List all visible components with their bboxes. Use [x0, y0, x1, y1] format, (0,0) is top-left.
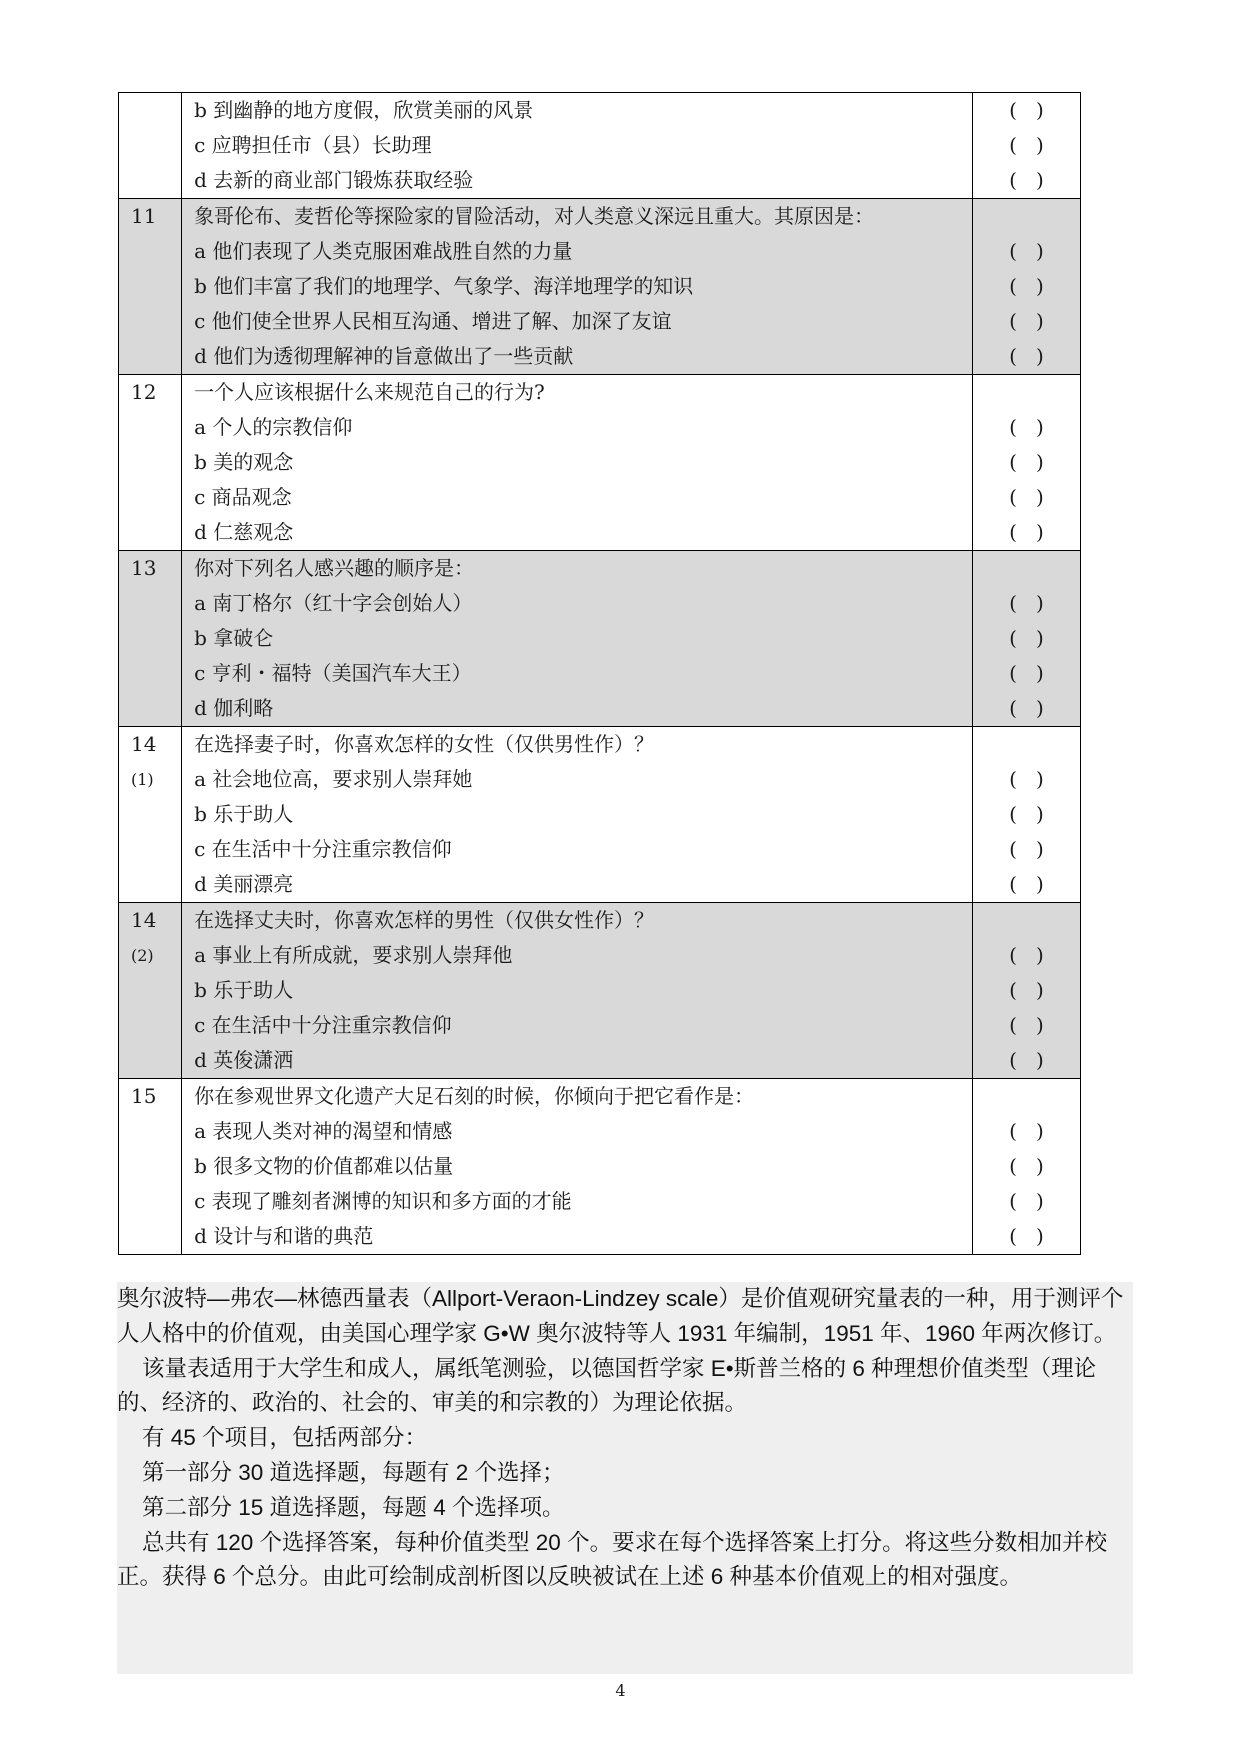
question-number-cell: [119, 375, 182, 551]
answer-blank[interactable]: ( ): [1009, 1224, 1044, 1248]
option-text: a 社会地位高，要求别人崇拜她: [194, 767, 473, 791]
question-sub-number: (1): [131, 770, 154, 789]
option-text: b 美的观念: [194, 450, 294, 474]
question-prompt: 你对下列名人感兴趣的顺序是：: [194, 556, 475, 580]
answer-blank[interactable]: ( ): [1009, 239, 1044, 263]
answer-blank[interactable]: ( ): [1009, 1119, 1044, 1143]
answer-blank[interactable]: ( ): [1009, 626, 1044, 650]
scope-paragraph: 该量表适用于大学生和成人，属纸笔测验，以德国哲学家 E•斯普兰格的 6 种理想价值类型（理论的、经济的、政治的、社会的、审美的和宗教的）为理论依据。: [117, 1355, 1097, 1416]
option-text: b 乐于助人: [194, 978, 294, 1002]
question-sub-number: [119, 128, 181, 163]
questionnaire-body: [119, 93, 1081, 1255]
question-sub-number: (2): [131, 946, 154, 965]
question-prompt: 在选择丈夫时，你喜欢怎样的男性（仅供女性作）？: [194, 908, 655, 932]
page-number: 4: [615, 1681, 626, 1700]
answer-blank[interactable]: ( ): [1009, 485, 1044, 509]
scale-description: [117, 1282, 1133, 1674]
answer-cell: [972, 375, 1080, 551]
option-text: d 仁慈观念: [194, 520, 294, 544]
answer-blank[interactable]: ( ): [1009, 1013, 1044, 1037]
answer-spacer: [973, 551, 1080, 586]
answer-cell: [972, 199, 1080, 375]
option-text: a 事业上有所成就，要求别人崇拜他: [194, 943, 513, 967]
question-row: [119, 93, 1081, 199]
question-number: 15: [131, 1084, 157, 1108]
answer-blank[interactable]: ( ): [1009, 133, 1044, 157]
question-row: [119, 727, 1081, 903]
option-text: b 到幽静的地方度假，欣赏美丽的风景: [194, 98, 534, 122]
part2-paragraph: 第二部分 15 道选择题，每题 4 个选择项。: [142, 1494, 565, 1520]
answer-blank[interactable]: ( ): [1009, 344, 1044, 368]
option-text: a 他们表现了人类克服困难战胜自然的力量: [194, 239, 573, 263]
option-text: d 美丽漂亮: [194, 872, 294, 896]
answer-spacer: [973, 199, 1080, 234]
part1-paragraph: 第一部分 30 道选择题，每题有 2 个选择；: [142, 1459, 565, 1485]
option-text: d 英俊潇洒: [194, 1048, 294, 1072]
answer-blank[interactable]: ( ): [1009, 767, 1044, 791]
answer-blank[interactable]: ( ): [1009, 415, 1044, 439]
question-text-cell: [182, 93, 973, 199]
answer-blank[interactable]: ( ): [1009, 661, 1044, 685]
question-text-cell: [182, 199, 973, 375]
answer-blank[interactable]: ( ): [1009, 98, 1044, 122]
question-row: [119, 199, 1081, 375]
question-sub-number: [119, 410, 181, 445]
question-number: 12: [131, 380, 157, 404]
option-text: c 他们使全世界人民相互沟通、增进了解、加深了友谊: [194, 309, 672, 333]
answer-spacer: [973, 727, 1080, 762]
question-prompt: 象哥伦布、麦哲伦等探险家的冒险活动，对人类意义深远且重大。其原因是：: [194, 204, 875, 228]
answer-blank[interactable]: ( ): [1009, 696, 1044, 720]
answer-blank[interactable]: ( ): [1009, 872, 1044, 896]
question-text-cell: [182, 375, 973, 551]
question-number-cell: [119, 199, 182, 375]
question-number-cell: [119, 551, 182, 727]
option-text: c 亨利・福特（美国汽车大王）: [194, 661, 472, 685]
answer-cell: [972, 903, 1080, 1079]
question-row: [119, 1079, 1081, 1255]
option-text: b 乐于助人: [194, 802, 294, 826]
answer-blank[interactable]: ( ): [1009, 520, 1044, 544]
question-number-cell: [119, 727, 182, 903]
option-text: b 拿破仑: [194, 626, 274, 650]
question-sub-number: [119, 234, 181, 269]
option-text: b 他们丰富了我们的地理学、气象学、海洋地理学的知识: [194, 274, 694, 298]
question-text-cell: [182, 903, 973, 1079]
answer-cell: [972, 727, 1080, 903]
question-number-cell: [119, 1079, 182, 1255]
option-text: c 应聘担任市（县）长助理: [194, 133, 432, 157]
option-text: d 伽利略: [194, 696, 274, 720]
answer-cell: [972, 1079, 1080, 1255]
answer-blank[interactable]: ( ): [1009, 802, 1044, 826]
answer-blank[interactable]: ( ): [1009, 1048, 1044, 1072]
option-text: d 他们为透彻理解神的旨意做出了一些贡献: [194, 344, 574, 368]
answer-blank[interactable]: ( ): [1009, 591, 1044, 615]
question-prompt: 在选择妻子时，你喜欢怎样的女性（仅供男性作）？: [194, 732, 655, 756]
answer-spacer: [973, 903, 1080, 938]
question-row: [119, 375, 1081, 551]
items-paragraph: 有 45 个项目，包括两部分：: [142, 1425, 428, 1451]
answer-blank[interactable]: ( ): [1009, 1154, 1044, 1178]
question-number-cell: [119, 93, 182, 199]
option-text: c 表现了雕刻者渊博的知识和多方面的才能: [194, 1189, 572, 1213]
option-text: d 去新的商业部门锻炼获取经验: [194, 168, 474, 192]
question-number: 11: [131, 204, 157, 228]
answer-blank[interactable]: ( ): [1009, 450, 1044, 474]
option-text: a 个人的宗教信仰: [194, 415, 353, 439]
question-number-cell: [119, 903, 182, 1079]
answer-cell: [972, 551, 1080, 727]
question-number: 14: [131, 908, 157, 932]
option-text: c 在生活中十分注重宗教信仰: [194, 1013, 452, 1037]
questionnaire-table: [118, 92, 1081, 1255]
question-number: [119, 93, 181, 128]
option-text: a 表现人类对神的渴望和情感: [194, 1119, 453, 1143]
answer-blank[interactable]: ( ): [1009, 274, 1044, 298]
answer-blank[interactable]: ( ): [1009, 168, 1044, 192]
intro-paragraph: 奥尔波特—弗农—林德西量表（Allport-Veraon-Lindzey scale）是价值观研究量表的一种，用于测评个人人格中的价值观，由美国心理学家 G•W 奥尔波特等人 1931 年编制，1951 年、1960 年两次修订。: [117, 1286, 1124, 1346]
answer-blank[interactable]: ( ): [1009, 978, 1044, 1002]
scoring-paragraph: 总共有 120 个选择答案，每种价值类型 20 个。要求在每个选择答案上打分。将这些分数相加并校正。获得 6 个总分。由此可绘制成剖析图以反映被试在上述 6 种基本价值观上的相对强度。: [117, 1529, 1108, 1590]
question-number: 14: [131, 732, 157, 756]
option-text: c 商品观念: [194, 485, 292, 509]
question-row: [119, 903, 1081, 1079]
answer-blank[interactable]: ( ): [1009, 309, 1044, 333]
question-number: 13: [131, 556, 157, 580]
answer-blank[interactable]: ( ): [1009, 1189, 1044, 1213]
question-text-cell: [182, 551, 973, 727]
question-sub-number: [119, 586, 181, 621]
question-row: [119, 551, 1081, 727]
option-text: a 南丁格尔（红十字会创始人）: [194, 591, 473, 615]
question-prompt: 一个人应该根据什么来规范自己的行为?: [194, 380, 545, 404]
option-text: c 在生活中十分注重宗教信仰: [194, 837, 452, 861]
answer-spacer: [973, 375, 1080, 410]
question-text-cell: [182, 1079, 973, 1255]
answer-blank[interactable]: ( ): [1009, 943, 1044, 967]
option-text: b 很多文物的价值都难以估量: [194, 1154, 454, 1178]
option-text: d 设计与和谐的典范: [194, 1224, 374, 1248]
question-text-cell: [182, 727, 973, 903]
answer-cell: [972, 93, 1080, 199]
question-sub-number: [119, 1114, 181, 1149]
question-prompt: 你在参观世界文化遗产大足石刻的时候，你倾向于把它看作是：: [194, 1084, 755, 1108]
answer-spacer: [973, 1079, 1080, 1114]
answer-blank[interactable]: ( ): [1009, 837, 1044, 861]
